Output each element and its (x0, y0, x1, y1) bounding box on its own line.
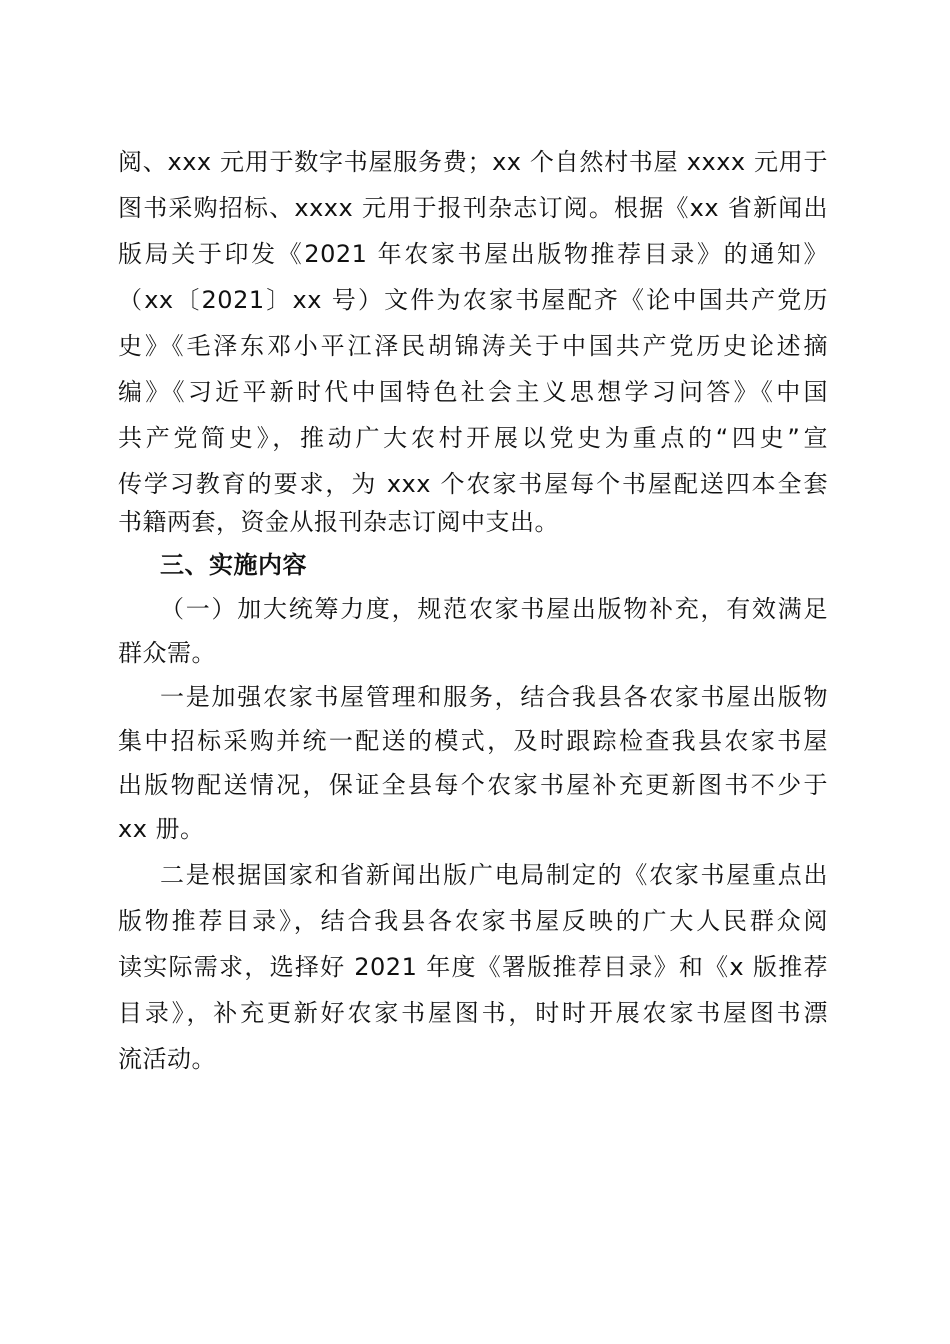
paragraph-line: 集中招标采购并统一配送的模式，及时跟踪检查我县农家书屋 (118, 727, 828, 755)
paragraph-line: 书籍两套，资金从报刊杂志订阅中支出。 (118, 508, 559, 536)
paragraph-line: 版局关于印发《2021 年农家书屋出版物推荐目录》的通知》 (118, 240, 828, 268)
paragraph-line: 出版物配送情况，保证全县每个农家书屋补充更新图书不少于 (118, 771, 828, 799)
paragraph-line: 二是根据国家和省新闻出版广电局制定的《农家书屋重点出 (160, 861, 828, 889)
paragraph-line: 图书采购招标、xxxx 元用于报刊杂志订阅。根据《xx 省新闻出 (118, 194, 828, 222)
paragraph-line: xx 册。 (118, 815, 205, 843)
paragraph-line: 共产党简史》，推动广大农村开展以党史为重点的“四史”宣 (118, 424, 828, 452)
paragraph-line: 阅、xxx 元用于数字书屋服务费；xx 个自然村书屋 xxxx 元用于 (118, 148, 828, 176)
subsection-heading-line: 群众需。 (118, 639, 216, 667)
subsection-heading-line: （一）加大统筹力度，规范农家书屋出版物补充，有效满足 (160, 595, 828, 623)
paragraph-line: 一是加强农家书屋管理和服务，结合我县各农家书屋出版物 (160, 683, 828, 711)
paragraph-line: 版物推荐目录》，结合我县各农家书屋反映的广大人民群众阅 (118, 907, 828, 935)
paragraph-line: 史》《毛泽东邓小平江泽民胡锦涛关于中国共产党历史论述摘 (118, 332, 828, 360)
section-heading: 三、实施内容 (160, 551, 307, 579)
paragraph-line: 编》《习近平新时代中国特色社会主义思想学习问答》《中国 (118, 378, 828, 406)
paragraph-line: 目录》，补充更新好农家书屋图书，时时开展农家书屋图书漂 (118, 999, 828, 1027)
paragraph-line: （xx〔2021〕xx 号）文件为农家书屋配齐《论中国共产党历 (118, 286, 828, 314)
paragraph-line: 流活动。 (118, 1045, 216, 1073)
paragraph-line: 读实际需求，选择好 2021 年度《署版推荐目录》和《x 版推荐 (118, 953, 828, 981)
paragraph-line: 传学习教育的要求，为 xxx 个农家书屋每个书屋配送四本全套 (118, 470, 828, 498)
